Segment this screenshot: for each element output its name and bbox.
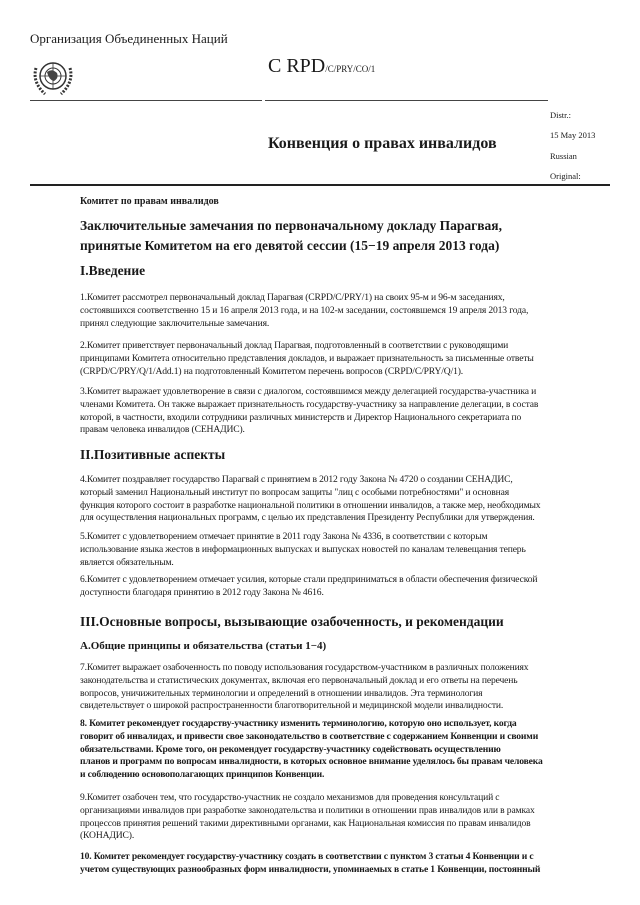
organization-name: Организация Объединенных Наций [30, 31, 228, 46]
paragraph-line: принял следующие заключительные замечания. [80, 317, 270, 329]
paragraph-line: 9.Комитет озабочен тем, что государство-участник не создало механизмов для проведения консультаций с [80, 792, 500, 803]
paragraph-4 [80, 474, 540, 525]
paragraph-line: свидетельствует о широкой распространенности благотворительной и медицинской модели инвалидности. [80, 700, 504, 712]
document-title-line-1: Заключительные замечания по первоначальному докладу Парагвая, [80, 218, 502, 233]
paragraph-line: обязательствами. Кроме того, он рекомендует государству-участнику содействовать осуществлению [80, 743, 501, 755]
section-heading-introduction: I.Введение [80, 263, 146, 278]
paragraph-5 [80, 531, 526, 569]
paragraph-6 [80, 574, 537, 600]
header-thick-divider [30, 184, 610, 186]
original-language-label: Original: [550, 171, 581, 181]
paragraph-8 [80, 718, 543, 782]
paragraph-line: членами Комитета. Он также выражает признательность государству-участнику за направление делегации, в состав [80, 398, 539, 410]
paragraph-line: говорит об инвалидах, и привести свое законодательство в соответствие с содержанием Конвенции и своими [80, 730, 539, 742]
header-divider-right [265, 100, 548, 101]
document-date: 15 May 2013 [550, 130, 596, 140]
paragraph-line: организациями инвалидов при разработке законодательства и политики в отношении прав инвалидов или в рамках [80, 804, 535, 816]
paragraph-line: для осуществления национальных программ, с целью их представления Президенту Республики для утверждения. [80, 512, 535, 524]
paragraph-line: который заменил Национальный институт по вопросам защиты "лиц с особыми потребностями" и основная [80, 486, 509, 498]
paragraph-line: состоявшихся соответственно 15 и 16 апреля 2013 года, и на 102-м заседании, состоявшемся 19 апреля 2013 года, [80, 304, 529, 316]
paragraph-line: и соблюдению основополагающих принципов Конвенции. [80, 769, 325, 781]
paragraph-line: которой, в частности, входили сотрудники различных министерств и Директор Национального секретариата по [80, 411, 522, 423]
paragraph-line: вопросов, уничижительных терминологии и определений в отношении инвалидов. Эта терминология [80, 687, 483, 699]
paragraph-line: планов и программ по вопросам инвалидности, в которых основное внимание уделялось бы правам человека [80, 756, 543, 768]
section-heading-positive-aspects: II.Позитивные аспекты [80, 447, 226, 462]
paragraph-10 [80, 851, 540, 877]
paragraph-3 [80, 386, 538, 437]
convention-title: Конвенция о правах инвалидов [268, 135, 497, 152]
document-symbol: C RPD/C/PRY/CO/1 [268, 55, 376, 77]
paragraph-line: доступности благодаря принятию в 2012 году Закона № 4616. [80, 586, 324, 598]
paragraph-1 [80, 292, 528, 330]
paragraph-line: 6.Комитет с удовлетворением отмечает усилия, которые стали предприниматься в области обеспечения физической [80, 574, 538, 585]
paragraph-line: 10. Комитет рекомендует государству-участнику создать в соответствии с пунктом 3 статьи 4 Конвенции и с [80, 851, 534, 862]
paragraph-line: использование языка жестов в информационных выпусках и выпусках новостей по каналам телевещания теперь [80, 543, 526, 555]
paragraph-line: процессов принятия решений такими директивными органами, как Национальная комиссия по правам инвалидов [80, 817, 531, 829]
paragraph-line: 8. Комитет рекомендует государству-участнику изменить терминологию, которую оно использует, когда [80, 718, 517, 729]
document-title-line-2: принятые Комитетом на его девятой сессии (15−19 апреля 2013 года) [80, 238, 500, 253]
paragraph-9 [80, 792, 535, 843]
paragraph-2 [80, 340, 534, 378]
paragraph-line: законодательства и статистических документах, включая его первоначальный доклад и его ответы на перечень [80, 674, 518, 686]
paragraph-7 [80, 662, 528, 713]
paragraph-line: учетом существующих разнообразных форм инвалидности, упоминаемых в статье 1 Конвенции, постоянный [80, 863, 541, 875]
paragraph-line: 1.Комитет рассмотрел первоначальный доклад Парагвая (CRPD/C/PRY/1) на своих 95-м и 96-м заседаниях, [80, 292, 505, 303]
paragraph-line: 3.Комитет выражает удовлетворение в связи с диалогом, состоявшимся между делегацией государства-участника и [80, 386, 537, 397]
paragraph-line: 5.Комитет с удовлетворением отмечает принятие в 2011 году Закона № 4336, в соответствии с которым [80, 531, 488, 542]
paragraph-line: является обязательным. [80, 556, 174, 568]
paragraph-line: принципами Комитета относительно представления докладов, и выражает признательность за письменные ответы [80, 352, 534, 364]
paragraph-line: (КОНАДИС). [80, 830, 135, 842]
document-language: Russian [550, 151, 577, 161]
paragraph-line: 7.Комитет выражает озабоченность по поводу использования государством-участником в различных положениях [80, 662, 529, 673]
un-emblem-icon [30, 54, 76, 100]
distribution-label: Distr.: [550, 110, 572, 120]
section-heading-concerns: III.Основные вопросы, вызывающие озабоченность, и рекомендации [80, 614, 504, 629]
paragraph-line: 2.Комитет приветствует первоначальный доклад Парагвая, подготовленный в соответствии с руководящими [80, 340, 509, 351]
paragraph-line: правам человека инвалидов (СЕНАДИС). [80, 424, 245, 436]
paragraph-line: функция которого состоит в разработке национальной политики в отношении инвалидов, а также мер, необходимых [80, 499, 541, 511]
paragraph-line: (CRPD/C/PRY/Q/1/Add.1) на подготовленный Комитетом перечень вопросов (CRPD/C/PRY/Q/1). [80, 365, 464, 377]
header-divider-left [30, 100, 262, 101]
paragraph-line: 4.Комитет поздравляет государство Парагвай с принятием в 2012 году Закона № 4720 о создании СЕНАДИС, [80, 474, 513, 485]
subsection-heading-general-principles: A.Общие принципы и обязательства (статьи 1−4) [80, 640, 327, 652]
committee-name: Комитет по правам инвалидов [80, 196, 219, 207]
